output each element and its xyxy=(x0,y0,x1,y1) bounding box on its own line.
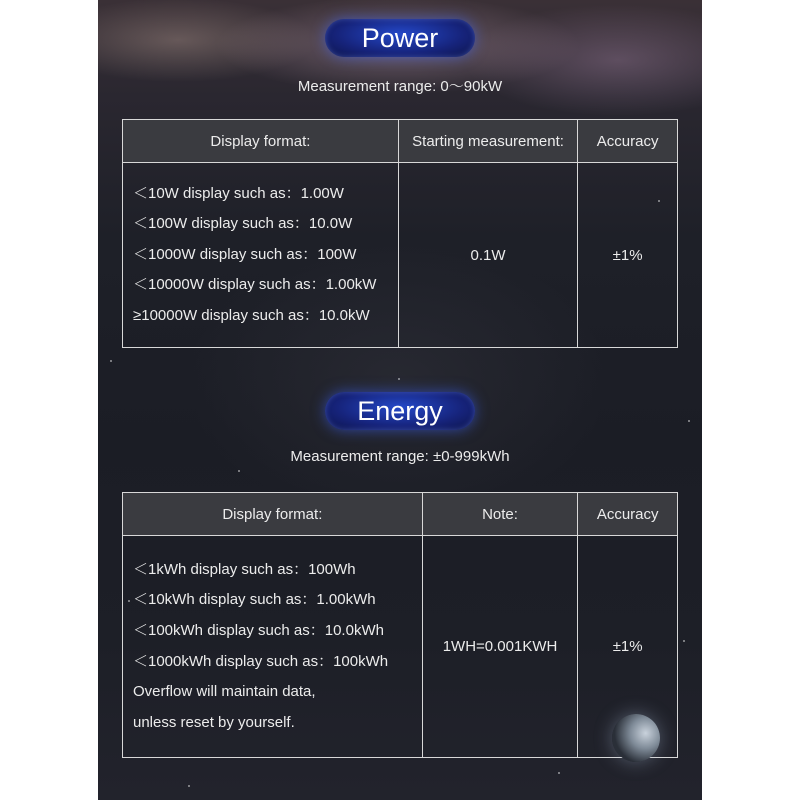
energy-header-accuracy: Accuracy xyxy=(578,493,678,536)
power-header-accuracy: Accuracy xyxy=(578,120,678,163)
energy-display-format-list xyxy=(123,536,423,758)
energy-accuracy-value: ±1% xyxy=(578,536,678,758)
energy-header-display-format: Display format: xyxy=(123,493,423,536)
power-title-badge: Power xyxy=(325,19,475,57)
energy-note-value: 1WH=0.001KWH xyxy=(422,536,578,758)
energy-table-row xyxy=(123,536,678,758)
energy-format-item: unless reset by yourself. xyxy=(133,713,295,731)
power-display-format-list xyxy=(123,163,399,348)
energy-format-item: ＜1000kWh display such as：100kWh xyxy=(133,652,389,670)
power-format-item: ≥10000W display such as：10.0kW xyxy=(133,306,370,324)
power-accuracy-value: ±1% xyxy=(578,163,678,348)
star-decoration xyxy=(398,378,400,380)
power-measurement-range: Measurement range: 0～90kW xyxy=(297,78,503,95)
power-header-display-format: Display format: xyxy=(123,120,399,163)
moon-decoration xyxy=(612,714,660,762)
power-format-item: ＜10W display such as：1.00W xyxy=(133,184,344,202)
energy-spec-table xyxy=(122,492,678,758)
power-format-item: ＜100W display such as：10.0W xyxy=(133,215,353,233)
star-decoration xyxy=(688,420,690,422)
energy-measurement-range: Measurement range: ±0-999kWh xyxy=(290,448,510,465)
energy-format-item: ＜1kWh display such as：100Wh xyxy=(133,560,356,578)
energy-table-header-row xyxy=(123,493,678,536)
power-starting-measurement-value: 0.1W xyxy=(398,163,577,348)
energy-format-item: ＜10kWh display such as：1.00kWh xyxy=(133,591,376,609)
star-decoration xyxy=(238,470,240,472)
star-decoration xyxy=(110,360,112,362)
star-decoration xyxy=(188,785,190,787)
power-header-starting-measurement: Starting measurement: xyxy=(398,120,577,163)
energy-title-badge: Energy xyxy=(325,392,475,430)
energy-format-item: Overflow will maintain data, xyxy=(133,683,316,701)
star-decoration xyxy=(683,640,685,642)
energy-format-item: ＜100kWh display such as：10.0kWh xyxy=(133,621,384,639)
spec-panel xyxy=(98,0,702,800)
power-format-item: ＜1000W display such as：100W xyxy=(133,245,357,263)
star-decoration xyxy=(558,772,560,774)
power-table-header-row xyxy=(123,120,678,163)
power-format-item: ＜10000W display such as：1.00kW xyxy=(133,276,377,294)
energy-header-note: Note: xyxy=(422,493,578,536)
power-table-row xyxy=(123,163,678,348)
power-spec-table xyxy=(122,119,678,348)
